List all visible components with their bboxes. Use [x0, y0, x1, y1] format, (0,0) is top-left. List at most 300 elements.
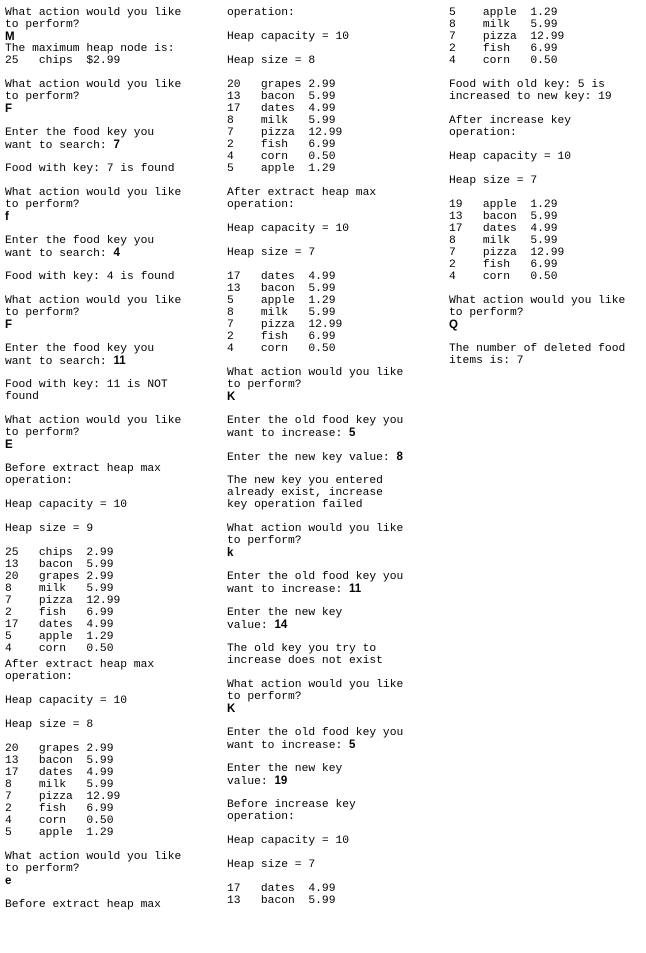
output-text: value:	[227, 776, 275, 788]
output-text: 13 bacon 5.99	[449, 211, 558, 223]
blank-line	[5, 223, 220, 235]
blank-line	[5, 331, 220, 343]
blank-line	[227, 355, 442, 367]
console-output-line	[227, 79, 442, 91]
output-text: Enter the food key you	[5, 127, 155, 139]
output-text: 5 apple 1.29	[449, 7, 558, 19]
output-text: The maximum heap node is:	[5, 43, 175, 55]
console-output-line	[5, 827, 220, 839]
blank-line	[449, 283, 646, 295]
console-output-line	[227, 271, 442, 283]
user-input-text: e	[5, 875, 12, 887]
blank-line	[5, 259, 220, 271]
output-text: Heap size = 9	[5, 523, 94, 535]
blank-line	[227, 787, 442, 799]
output-text: to perform?	[449, 307, 524, 319]
console-output-line	[227, 187, 442, 199]
console-output-line	[5, 767, 220, 779]
console-output-line	[449, 223, 646, 235]
console-output-line	[227, 427, 442, 439]
output-text: want to search:	[5, 248, 114, 260]
user-command-input	[5, 875, 220, 887]
blank-line	[449, 331, 646, 343]
output-text: Enter the new key	[227, 763, 343, 775]
console-output-line	[227, 343, 442, 355]
console-output-line	[227, 247, 442, 259]
output-text: 2 fish 6.99	[227, 139, 336, 151]
console-output-line	[449, 19, 646, 31]
output-text: 25 chips $2.99	[5, 55, 121, 67]
console-output-line	[227, 679, 442, 691]
console-output-line	[227, 283, 442, 295]
console-output-line	[227, 535, 442, 547]
output-text: operation:	[5, 475, 73, 487]
console-output-line	[227, 223, 442, 235]
output-text: What action would you like	[5, 187, 182, 199]
user-input-text: E	[5, 439, 13, 451]
console-output-line	[5, 187, 220, 199]
output-text: increased to new key: 19	[449, 91, 612, 103]
console-column-1	[5, 7, 220, 911]
blank-line	[5, 67, 220, 79]
output-text: Food with old key: 5 is	[449, 79, 605, 91]
console-output-line	[5, 851, 220, 863]
console-output-line	[5, 743, 220, 755]
console-output-line	[227, 475, 442, 487]
output-text: After extract heap max	[5, 659, 155, 671]
console-output-line	[227, 331, 442, 343]
output-text: operation:	[449, 127, 517, 139]
console-output-line	[227, 895, 442, 907]
console-output-line	[5, 631, 220, 643]
user-input-value: 11	[349, 583, 362, 595]
console-output-line	[5, 671, 220, 683]
console-output-line	[5, 643, 220, 655]
output-text: What action would you like	[5, 79, 182, 91]
blank-line	[227, 847, 442, 859]
blank-line	[5, 535, 220, 547]
output-text: Food with key: 4 is found	[5, 271, 175, 283]
output-text: want to increase:	[227, 740, 350, 752]
output-text: Heap size = 8	[5, 719, 94, 731]
console-output-line	[227, 727, 442, 739]
output-text: 8 milk 5.99	[449, 19, 558, 31]
output-text: 17 dates 4.99	[227, 103, 336, 115]
output-text: 8 milk 5.99	[5, 779, 114, 791]
console-output-line	[227, 55, 442, 67]
blank-line	[5, 731, 220, 743]
console-output-line	[227, 763, 442, 775]
console-output-line	[5, 235, 220, 247]
output-text: 13 bacon 5.99	[5, 755, 114, 767]
user-input-value: 11	[113, 355, 126, 367]
console-output-line	[5, 695, 220, 707]
output-text: What action would you like	[227, 367, 404, 379]
output-text: to perform?	[5, 91, 80, 103]
console-output-line	[5, 139, 220, 151]
user-input-value: 14	[274, 619, 288, 631]
output-text: Heap capacity = 10	[227, 31, 350, 43]
console-column-2	[227, 7, 442, 907]
console-output-line	[227, 835, 442, 847]
output-text: 20 grapes 2.99	[5, 571, 114, 583]
console-output-line	[5, 7, 220, 19]
output-text: Enter the old food key you	[227, 727, 404, 739]
console-output-line	[449, 7, 646, 19]
console-output-line	[5, 307, 220, 319]
user-input-text: k	[227, 547, 234, 559]
output-text: operation:	[5, 671, 73, 683]
output-text: 17 dates 4.99	[5, 767, 114, 779]
output-text: value:	[227, 620, 275, 632]
output-text: 17 dates 4.99	[227, 271, 336, 283]
output-text: Enter the old food key you	[227, 415, 404, 427]
output-text: 5 apple 1.29	[227, 295, 336, 307]
output-text: Heap size = 7	[227, 247, 316, 259]
output-text: Before extract heap max	[5, 899, 161, 911]
output-text: 20 grapes 2.99	[5, 743, 114, 755]
console-output-line	[5, 271, 220, 283]
console-output-line	[227, 91, 442, 103]
output-text: 17 dates 4.99	[449, 223, 558, 235]
console-output-line	[227, 775, 442, 787]
console-output-line	[449, 199, 646, 211]
console-output-line	[227, 199, 442, 211]
blank-line	[227, 715, 442, 727]
output-text: What action would you like	[5, 415, 182, 427]
blank-line	[227, 403, 442, 415]
blank-line	[5, 707, 220, 719]
user-input-value: 5	[349, 739, 356, 751]
output-text: Enter the food key you	[5, 235, 155, 247]
console-output-line	[227, 859, 442, 871]
blank-line	[5, 451, 220, 463]
blank-line	[227, 511, 442, 523]
console-output-line	[227, 571, 442, 583]
console-output-line	[5, 719, 220, 731]
user-command-input	[5, 31, 220, 43]
output-text: Before extract heap max	[5, 463, 161, 475]
console-output-line	[5, 571, 220, 583]
console-output-line	[5, 523, 220, 535]
output-text: What action would you like	[5, 7, 182, 19]
output-text: 4 corn 0.50	[449, 271, 558, 283]
blank-line	[449, 103, 646, 115]
console-output-line	[5, 475, 220, 487]
blank-line	[227, 175, 442, 187]
console-output-line	[227, 487, 442, 499]
console-output-line	[449, 343, 646, 355]
output-text: 20 grapes 2.99	[227, 79, 336, 91]
console-output-line	[227, 139, 442, 151]
output-text: want to increase:	[227, 428, 350, 440]
console-output-line	[5, 343, 220, 355]
output-text: 2 fish 6.99	[449, 43, 558, 55]
console-output-line	[449, 211, 646, 223]
console-output-line	[449, 247, 646, 259]
output-text: What action would you like	[5, 851, 182, 863]
console-output-line	[5, 163, 220, 175]
output-text: want to search:	[5, 140, 114, 152]
console-output-line	[5, 79, 220, 91]
output-text: Heap size = 7	[449, 175, 538, 187]
output-text: 7 pizza 12.99	[227, 127, 343, 139]
user-input-value: 4	[113, 247, 120, 259]
console-output-line	[227, 367, 442, 379]
output-text: operation:	[227, 199, 295, 211]
console-output-line	[5, 43, 220, 55]
blank-line	[227, 43, 442, 55]
console-output-line	[227, 883, 442, 895]
output-text: Before increase key	[227, 799, 356, 811]
console-output-line	[227, 607, 442, 619]
output-text: 2 fish 6.99	[5, 803, 114, 815]
console-output-line	[449, 127, 646, 139]
console-output-line	[227, 307, 442, 319]
console-output-line	[5, 815, 220, 827]
output-text: 4 corn 0.50	[449, 55, 558, 67]
output-text: Heap capacity = 10	[449, 151, 572, 163]
console-output-line	[449, 43, 646, 55]
output-text: Enter the old food key you	[227, 571, 404, 583]
blank-line	[227, 439, 442, 451]
output-text: increase does not exist	[227, 655, 383, 667]
console-output-line	[227, 655, 442, 667]
user-input-text: f	[5, 211, 9, 223]
console-output-line	[227, 799, 442, 811]
console-output-line	[227, 127, 442, 139]
console-output-line	[5, 295, 220, 307]
blank-line	[227, 595, 442, 607]
console-output-line	[5, 619, 220, 631]
user-input-value: 19	[274, 775, 288, 787]
output-text: 17 dates 4.99	[227, 883, 336, 895]
user-input-text: K	[227, 391, 236, 403]
output-text: items is: 7	[449, 355, 524, 367]
output-text: want to search:	[5, 356, 114, 368]
console-output-line	[449, 355, 646, 367]
output-text: 2 fish 6.99	[227, 331, 336, 343]
console-output-line	[227, 691, 442, 703]
output-text: 8 milk 5.99	[227, 307, 336, 319]
user-command-input	[227, 703, 442, 715]
output-text: What action would you like	[449, 295, 626, 307]
console-column-3	[449, 7, 646, 367]
output-text: 25 chips 2.99	[5, 547, 114, 559]
output-text: Food with key: 11 is NOT	[5, 379, 168, 391]
console-output-line	[227, 415, 442, 427]
console-output-line	[5, 791, 220, 803]
output-text: Heap capacity = 10	[227, 223, 350, 235]
console-output-line	[5, 91, 220, 103]
output-text: What action would you like	[5, 295, 182, 307]
console-output-line	[227, 523, 442, 535]
user-command-input	[5, 319, 220, 331]
output-text: Heap capacity = 10	[227, 835, 350, 847]
output-text: 8 milk 5.99	[227, 115, 336, 127]
blank-line	[227, 259, 442, 271]
console-output-line	[5, 899, 220, 911]
output-text: 7 pizza 12.99	[5, 791, 121, 803]
output-text: 7 pizza 12.99	[449, 31, 565, 43]
output-text: 7 pizza 12.99	[449, 247, 565, 259]
console-output-line	[5, 583, 220, 595]
console-output-line	[227, 619, 442, 631]
output-text: operation:	[227, 811, 295, 823]
blank-line	[5, 887, 220, 899]
blank-line	[227, 463, 442, 475]
console-output-line	[449, 271, 646, 283]
user-input-value: 5	[349, 427, 356, 439]
console-output-line	[5, 379, 220, 391]
output-text: 13 bacon 5.99	[5, 559, 114, 571]
user-input-text: K	[227, 703, 236, 715]
blank-line	[5, 683, 220, 695]
output-text: The number of deleted food	[449, 343, 626, 355]
console-output-line	[227, 7, 442, 19]
console-output-line	[5, 391, 220, 403]
user-input-value: 8	[396, 451, 403, 463]
console-output-line	[227, 811, 442, 823]
output-text: What action would you like	[227, 523, 404, 535]
output-text: After increase key	[449, 115, 572, 127]
blank-line	[5, 511, 220, 523]
output-text: want to increase:	[227, 584, 350, 596]
user-input-value: 7	[113, 139, 120, 151]
blank-line	[5, 175, 220, 187]
output-text: key operation failed	[227, 499, 363, 511]
blank-line	[449, 67, 646, 79]
console-output-line	[5, 803, 220, 815]
console-output-line	[5, 199, 220, 211]
console-output-line	[5, 427, 220, 439]
console-output-line	[5, 607, 220, 619]
user-command-input	[5, 211, 220, 223]
output-text: to perform?	[227, 691, 302, 703]
console-output-line	[449, 235, 646, 247]
output-text: 4 corn 0.50	[5, 643, 114, 655]
console-output-line	[227, 739, 442, 751]
output-text: Enter the new key	[227, 607, 343, 619]
blank-line	[227, 235, 442, 247]
console-output-line	[5, 595, 220, 607]
output-text: Heap size = 7	[227, 859, 316, 871]
user-command-input	[5, 439, 220, 451]
output-text: 17 dates 4.99	[5, 619, 114, 631]
console-output-line	[449, 55, 646, 67]
console-output-line	[227, 451, 442, 463]
console-output-line	[5, 863, 220, 875]
output-text: 8 milk 5.99	[5, 583, 114, 595]
output-text: 5 apple 1.29	[227, 163, 336, 175]
output-text: 2 fish 6.99	[449, 259, 558, 271]
console-output-line	[227, 643, 442, 655]
console-output-line	[5, 355, 220, 367]
user-command-input	[227, 391, 442, 403]
blank-line	[227, 667, 442, 679]
user-input-text: F	[5, 103, 13, 115]
console-output-line	[227, 163, 442, 175]
console-output-line	[5, 415, 220, 427]
output-text: 4 corn 0.50	[227, 343, 336, 355]
console-output-line	[449, 91, 646, 103]
output-text: The old key you try to	[227, 643, 377, 655]
blank-line	[5, 839, 220, 851]
blank-line	[5, 403, 220, 415]
output-text: to perform?	[227, 379, 302, 391]
console-output-line	[227, 583, 442, 595]
output-text: 13 bacon 5.99	[227, 895, 336, 907]
user-input-text: M	[5, 31, 15, 43]
output-text: found	[5, 391, 39, 403]
output-text: 5 apple 1.29	[5, 631, 114, 643]
blank-line	[449, 187, 646, 199]
user-command-input	[227, 547, 442, 559]
output-text: operation:	[227, 7, 295, 19]
user-input-text: Q	[449, 319, 458, 331]
output-text: Food with key: 7 is found	[5, 163, 175, 175]
output-text: 19 apple 1.29	[449, 199, 558, 211]
output-text: 4 corn 0.50	[227, 151, 336, 163]
output-text: already exist, increase	[227, 487, 383, 499]
console-output-line	[5, 659, 220, 671]
console-output-line	[5, 247, 220, 259]
output-text: 13 bacon 5.99	[227, 91, 336, 103]
console-output-line	[5, 127, 220, 139]
console-output-line	[449, 115, 646, 127]
console-output-line	[5, 55, 220, 67]
output-text: 13 bacon 5.99	[227, 283, 336, 295]
output-text: Enter the food key you	[5, 343, 155, 355]
output-text: 7 pizza 12.99	[5, 595, 121, 607]
console-output-line	[5, 19, 220, 31]
console-output-line	[227, 295, 442, 307]
console-output-line	[5, 779, 220, 791]
output-text: Heap capacity = 10	[5, 695, 128, 707]
blank-line	[227, 67, 442, 79]
blank-line	[449, 163, 646, 175]
blank-line	[5, 151, 220, 163]
blank-line	[227, 211, 442, 223]
blank-line	[5, 367, 220, 379]
console-output-line	[5, 463, 220, 475]
console-output-line	[5, 755, 220, 767]
console-output-line	[449, 151, 646, 163]
blank-line	[227, 751, 442, 763]
output-text: 5 apple 1.29	[5, 827, 114, 839]
output-text: 2 fish 6.99	[5, 607, 114, 619]
output-text: to perform?	[5, 863, 80, 875]
output-text: Enter the new key value:	[227, 452, 397, 464]
console-output-line	[227, 115, 442, 127]
output-text: to perform?	[5, 199, 80, 211]
output-text: The new key you entered	[227, 475, 383, 487]
output-text: What action would you like	[227, 679, 404, 691]
console-output-line	[227, 103, 442, 115]
output-text: to perform?	[5, 307, 80, 319]
output-text: 4 corn 0.50	[5, 815, 114, 827]
output-text: to perform?	[227, 535, 302, 547]
console-output-line	[227, 379, 442, 391]
output-text: Heap size = 8	[227, 55, 316, 67]
console-output-line	[227, 499, 442, 511]
blank-line	[227, 631, 442, 643]
console-output-line	[5, 559, 220, 571]
user-command-input	[5, 103, 220, 115]
output-text: to perform?	[5, 19, 80, 31]
output-text: 7 pizza 12.99	[227, 319, 343, 331]
console-output-line	[5, 547, 220, 559]
